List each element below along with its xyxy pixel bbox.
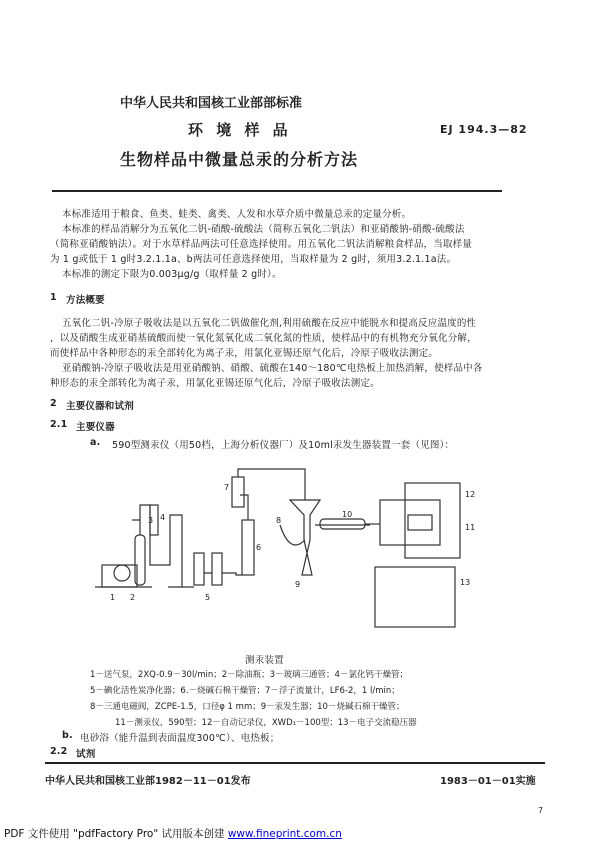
subsection-title: 主要仪器 bbox=[76, 422, 115, 433]
section-title: 方法概要 bbox=[66, 295, 105, 306]
legend-line: 1－送气泵，2XQ-0.9－30l/min；2－除油瓶；3－玻璃三通管；4－氯化钙干燥管； bbox=[90, 670, 408, 680]
diagram-label: 6 bbox=[256, 543, 262, 552]
air-pump bbox=[102, 565, 137, 587]
diagram-label: 8 bbox=[276, 516, 282, 525]
diagram-label: 1 bbox=[110, 593, 116, 602]
legend-line: 11－测汞仪，590型；12－自动记录仪，XWD₁－100型；13－电子交流稳压器 bbox=[115, 718, 417, 728]
intro-line: 本标准适用于粮食、鱼类、蛙类、禽类、人发和水草介质中微量总汞的定量分析。 bbox=[62, 209, 412, 220]
apparatus-diagram bbox=[90, 455, 510, 645]
effective-date: 1983－01－01实施 bbox=[440, 776, 536, 787]
pdf-notice bbox=[4, 826, 342, 841]
page-number: 7 bbox=[538, 806, 544, 815]
pdf-notice-text: PDF 文件使用 "pdfFactory Pro" 试用版本创建 bbox=[4, 828, 228, 840]
diagram-label: 10 bbox=[342, 510, 353, 519]
diagram-label: 3 bbox=[148, 516, 154, 525]
footer-rule bbox=[45, 762, 545, 764]
section-title: 主要仪器和试剂 bbox=[66, 401, 134, 412]
carbon-purifier-2 bbox=[212, 553, 222, 585]
section-number: 1 bbox=[50, 292, 57, 303]
figure-caption: 测汞装置 bbox=[245, 655, 284, 666]
paragraph-line: 而使样品中各种形态的汞全部转化为离子汞，用氯化亚锡还原气化后，冷原子吸收法测定。 bbox=[50, 348, 439, 359]
mercury-generator bbox=[290, 500, 320, 575]
issue-date: 中华人民共和国核工业部1982－11－01发布 bbox=[45, 776, 251, 787]
diagram-label: 13 bbox=[460, 578, 471, 587]
subsection-number: 2.1 bbox=[50, 419, 68, 430]
item-text: 590型测汞仪（用50档，上海分析仪器厂）及10ml汞发生器装置一套（见图）： bbox=[112, 440, 455, 451]
intro-line: 为 1 g或低于 1 g时3.2.1.1a、b两法可任意选择使用，当取样量为 2 g时，须用3.2.1.1a法。 bbox=[50, 254, 457, 265]
fineprint-link[interactable]: www.fineprint.com.cn bbox=[227, 828, 342, 840]
item-text: 电砂浴（能升温到表面温度300℃）、电热板； bbox=[80, 733, 280, 744]
item-mark: b. bbox=[62, 730, 73, 741]
header-rule bbox=[52, 190, 502, 192]
intro-line: （简称亚硝酸钠法）。对于水草样品两法可任意选择使用。用五氧化二钒法消解粮食样品，当取样量 bbox=[50, 239, 473, 250]
legend-line: 5－碘化活性炭净化器；6.－烧碱石棉干燥管；7－浮子流量计，LF6-2，1 l/min； bbox=[90, 686, 400, 696]
diagram-label: 11 bbox=[465, 523, 476, 532]
diagram-label: 12 bbox=[465, 490, 476, 499]
soda-asbestos-tube bbox=[242, 520, 254, 575]
diagram-label: 9 bbox=[295, 580, 301, 589]
diagram-label: 4 bbox=[160, 513, 166, 522]
standard-code: EJ 194.3—82 bbox=[440, 123, 528, 136]
carbon-purifier bbox=[194, 553, 204, 585]
mercury-analyzer bbox=[380, 500, 440, 545]
paragraph-line: ，以及硝酸生成亚硝基硫酸而使一氧化氮氧化成二氧化氮的性质，使样品中的有机物充分氧化分解， bbox=[50, 333, 477, 344]
paragraph-line: 五氧化二钒-冷原子吸收法是以五氧化二钒做催化剂,利用硫酸在反应中能脱水和提高反应温度的性 bbox=[62, 318, 477, 329]
section-number: 2 bbox=[50, 398, 57, 409]
subsection-title: 试剂 bbox=[76, 749, 96, 760]
issuer: 中华人民共和国核工业部部标准 bbox=[120, 96, 303, 111]
drying-tube bbox=[320, 519, 365, 529]
intro-line: 本标准的样品消解分为五氧化二钒-硝酸-硫酸法（简称五氧化二钒法）和亚硝酸钠-硝酸-硫酸法 bbox=[62, 224, 465, 235]
title-line1: 环 境 样 品 bbox=[188, 121, 292, 139]
paragraph-line: 亚硝酸钠-冷原子吸收法是用亚硝酸钠、硝酸、硫酸在140～180℃电热板上加热消解，使样品中各 bbox=[62, 363, 483, 374]
legend-line: 8－三通电磁阀，ZCPE-1.5，口径φ 1 mm；9－汞发生器；10－烧碱石棉干燥管； bbox=[90, 702, 405, 712]
title-line2: 生物样品中微量总汞的分析方法 bbox=[120, 150, 359, 169]
voltage-stabilizer bbox=[375, 567, 455, 627]
diagram-label: 2 bbox=[130, 593, 136, 602]
diagram-label: 5 bbox=[205, 593, 211, 602]
intro-line: 本标准的测定下限为0.003μg/g（取样量 2 g时）。 bbox=[62, 269, 282, 280]
item-mark: a. bbox=[90, 437, 101, 448]
paragraph-line: 种形态的汞全部转化为离子汞，用氯化亚锡还原气化后，冷原子吸收法测定。 bbox=[50, 378, 380, 389]
flowmeter bbox=[232, 477, 244, 507]
diagram-label: 7 bbox=[224, 483, 230, 492]
subsection-number: 2.2 bbox=[50, 746, 68, 757]
